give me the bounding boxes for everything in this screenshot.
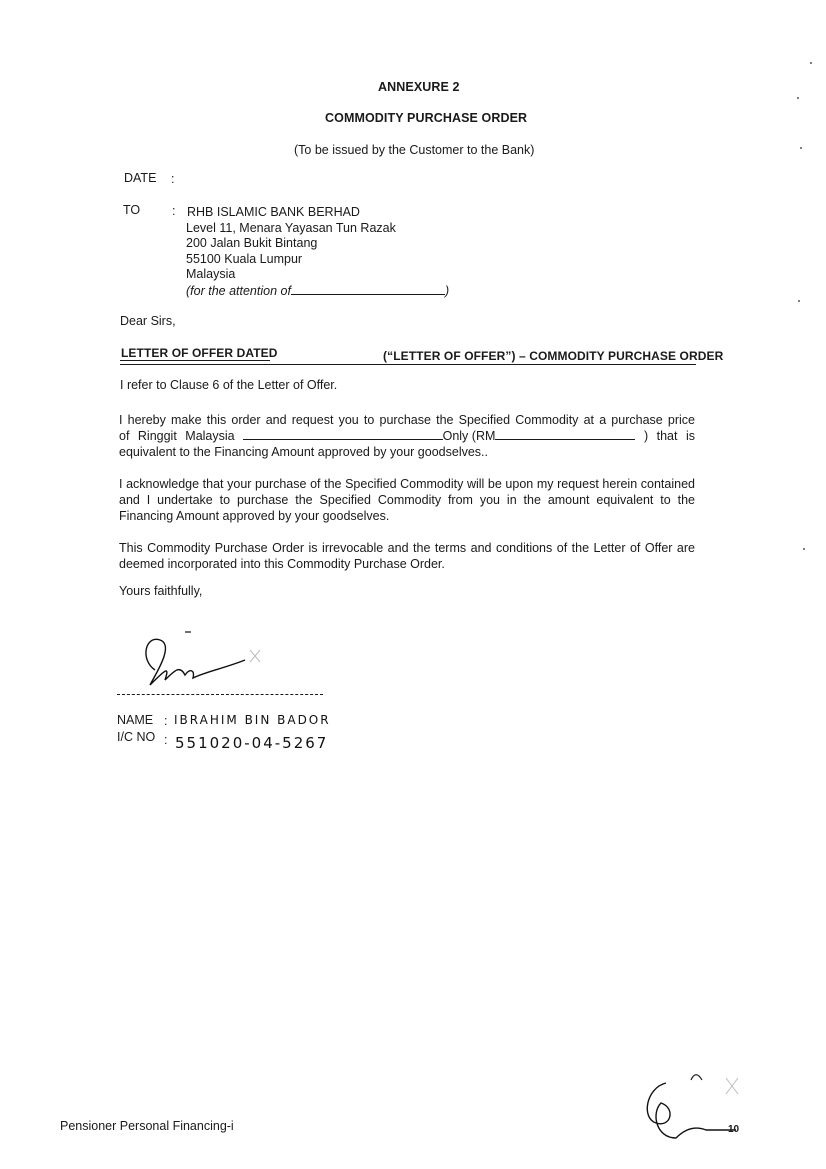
ringgit-label: of Ringgit Malaysia (119, 429, 235, 443)
rm-amount-blank (495, 428, 635, 440)
footer-initials (636, 1068, 746, 1158)
ic-value: 551020-04-5267 (175, 734, 329, 752)
scan-speck (803, 548, 805, 550)
addressee-line-2: 200 Jalan Bukit Bintang (186, 236, 318, 250)
subject-underline (120, 364, 696, 365)
paragraph-clause-reference: I refer to Clause 6 of the Letter of Offer. (120, 378, 338, 392)
scan-speck (810, 62, 812, 64)
paragraph-irrevocable: This Commodity Purchase Order is irrevocable and the terms and conditions of the Letter of Offer are deemed incorporated into this Commodity Purchase Order. (119, 541, 695, 571)
salutation: Dear Sirs, (120, 314, 176, 328)
name-value: IBRAHIM BIN BADOR (174, 713, 331, 727)
attention-line (186, 283, 449, 298)
subject-left: LETTER OF OFFER DATED (121, 346, 278, 360)
ringgit-amount-blank (243, 428, 443, 440)
purchase-request-line-1: I hereby make this order and request you to purchase the Specified Commodity at a purchase price (119, 413, 695, 427)
footer-page-number: 10 (728, 1124, 740, 1135)
that-is-label: ) that is (644, 429, 695, 443)
purchase-request-line-3: equivalent to the Financing Amount approved by your goodselves.. (119, 445, 488, 459)
ic-label: I/C NO (117, 730, 156, 744)
scan-speck (798, 300, 800, 302)
attention-prefix: (for the attention of (186, 284, 291, 298)
date-colon: : (171, 172, 175, 186)
addressee-line-4: Malaysia (186, 267, 236, 281)
addressee-line-1: Level 11, Menara Yayasan Tun Razak (186, 221, 396, 235)
scan-speck (797, 97, 799, 99)
addressee-line-3: 55100 Kuala Lumpur (186, 252, 303, 266)
attention-suffix: ) (444, 284, 450, 298)
to-colon: : (172, 204, 176, 218)
ic-colon: : (164, 733, 168, 747)
closing: Yours faithfully, (119, 584, 203, 598)
footer-document-name: Pensioner Personal Financing-i (60, 1119, 234, 1133)
purchase-request-line-2 (119, 428, 695, 444)
scan-speck (800, 147, 802, 149)
annexure-heading: ANNEXURE 2 (378, 80, 460, 94)
name-colon: : (164, 714, 168, 728)
signature-line (117, 694, 323, 695)
to-label: TO (123, 203, 141, 217)
document-subtitle: (To be issued by the Customer to the Bank) (294, 143, 535, 157)
subject-right: (“LETTER OF OFFER”) – COMMODITY PURCHASE ORDER (383, 349, 724, 363)
date-label: DATE (124, 171, 157, 185)
attention-blank (291, 283, 445, 295)
paragraph-acknowledgement: I acknowledge that your purchase of the Specified Commodity will be upon my request herein contained and I undertake to purchase the Specified Commodity from you in the amount equivalent to the Financing Amount approved by your goodselves. (119, 477, 695, 523)
name-label: NAME (117, 713, 154, 727)
only-rm-label: Only (RM (442, 429, 496, 443)
document-title: COMMODITY PURCHASE ORDER (325, 111, 528, 125)
signature (135, 630, 295, 700)
subject-underline-left (120, 360, 270, 361)
addressee-bank: RHB ISLAMIC BANK BERHAD (187, 205, 360, 219)
paragraph-purchase-request (119, 412, 695, 460)
